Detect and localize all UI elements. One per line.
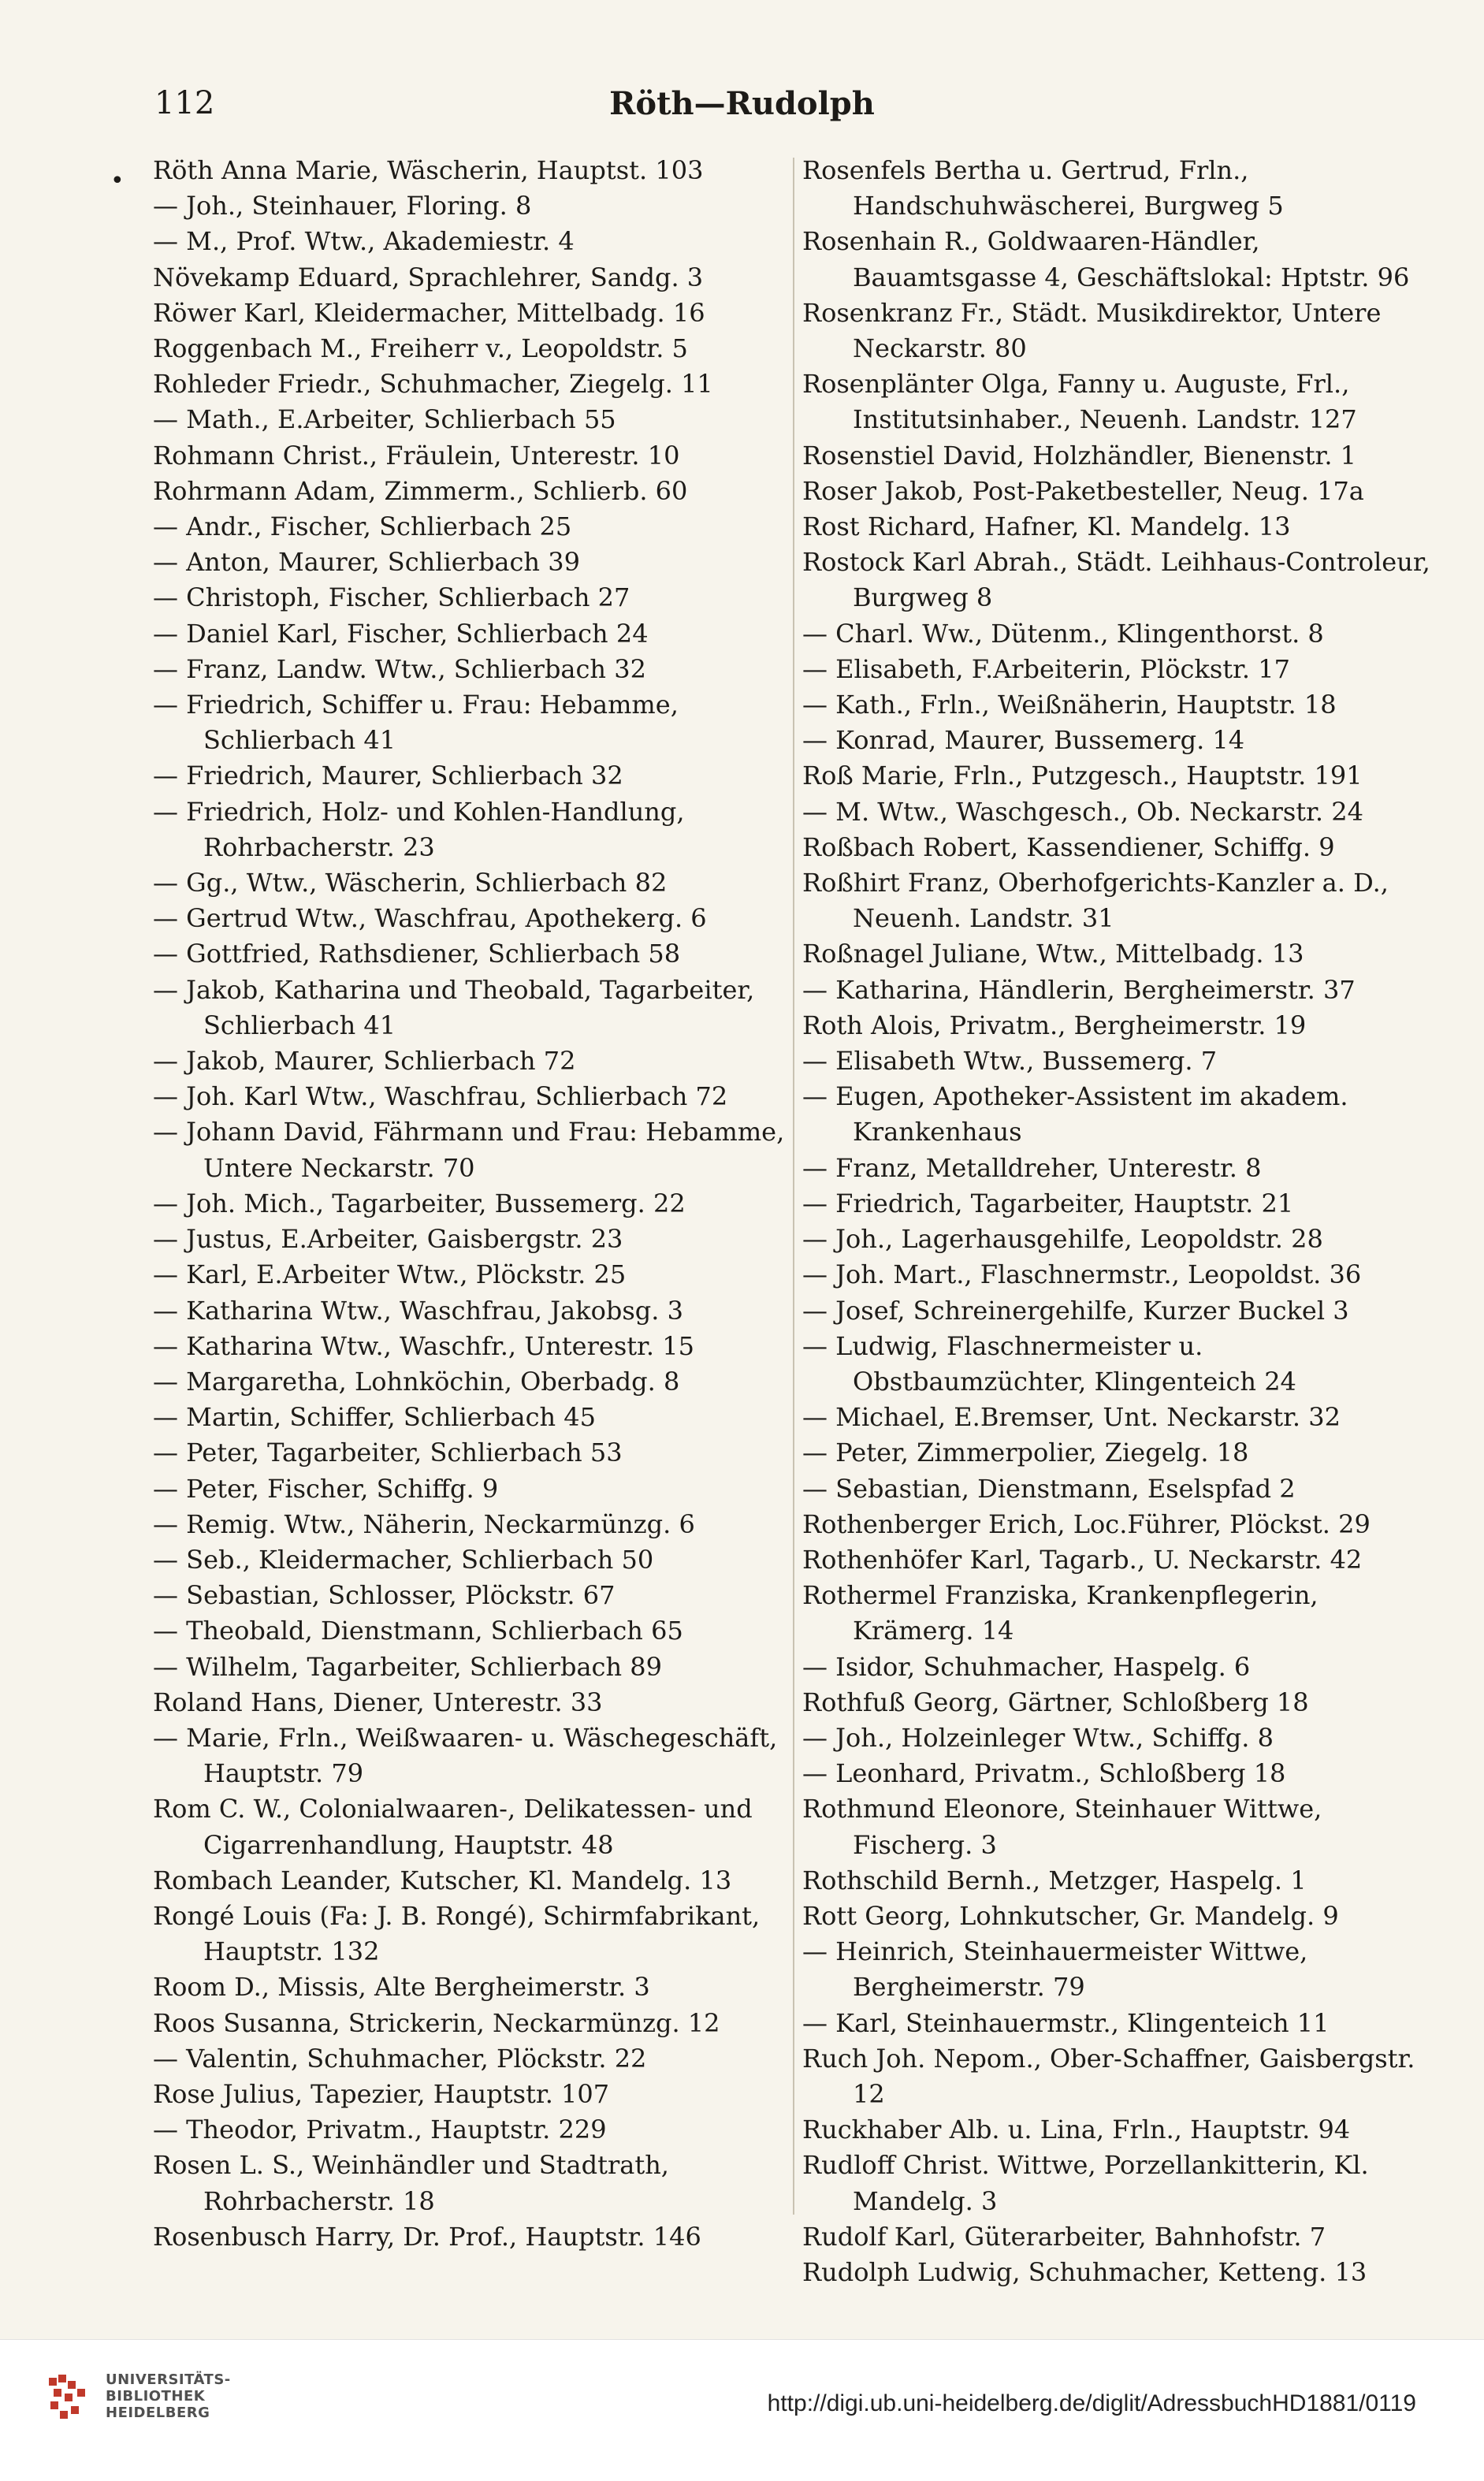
- directory-entry: — Jakob, Katharina und Theobald, Tagarbeiter, Schlierbach 41: [153, 974, 755, 1040]
- directory-entry: — Valentin, Schuhmacher, Plöckstr. 22: [153, 2043, 647, 2074]
- directory-entry: — Elisabeth, F.Arbeiterin, Plöckstr. 17: [802, 653, 1290, 684]
- directory-entry: Rothenhöfer Karl, Tagarb., U. Neckarstr. 42: [802, 1544, 1363, 1575]
- directory-entry: — Peter, Fischer, Schiffg. 9: [153, 1473, 499, 1504]
- directory-entry: Rosen L. S., Weinhändler und Stadtrath, Rohrbacherstr. 18: [153, 2150, 669, 2216]
- directory-entry: — Math., E.Arbeiter, Schlierbach 55: [153, 404, 616, 435]
- directory-entry: Roßhirt Franz, Oberhofgerichts-Kanzler a. D., Neuenh. Landstr. 31: [802, 868, 1389, 934]
- directory-entry: Ruch Joh. Nepom., Ober-Schaffner, Gaisbergstr. 12: [802, 2043, 1415, 2109]
- directory-entry: — Gg., Wtw., Wäscherin, Schlierbach 82: [153, 868, 668, 898]
- directory-entry: Növekamp Eduard, Sprachlehrer, Sandg. 3: [153, 262, 704, 292]
- directory-entry: Roos Susanna, Strickerin, Neckarmünzg. 12: [153, 2007, 720, 2038]
- directory-entry: — Joh., Holzeinleger Wtw., Schiffg. 8: [802, 1722, 1274, 1753]
- directory-entry: Ruckhaber Alb. u. Lina, Frln., Hauptstr. 94: [802, 2115, 1351, 2145]
- directory-entry: — M., Prof. Wtw., Akademiestr. 4: [153, 226, 575, 257]
- footer: [0, 2339, 1484, 2481]
- directory-entry: Rosenstiel David, Holzhändler, Bienenstr. 1: [802, 440, 1357, 471]
- directory-entry: — Anton, Maurer, Schlierbach 39: [153, 547, 580, 578]
- directory-entry: — Johann David, Fährmann und Frau: Hebamme, Untere Neckarstr. 70: [153, 1117, 785, 1183]
- directory-entry: — Josef, Schreinergehilfe, Kurzer Buckel 3: [802, 1295, 1349, 1326]
- directory-entry: — Joh. Mich., Tagarbeiter, Bussemerg. 22: [153, 1188, 686, 1218]
- directory-entry: — Elisabeth Wtw., Bussemerg. 7: [802, 1046, 1218, 1077]
- directory-entry: Roßnagel Juliane, Wtw., Mittelbadg. 13: [802, 939, 1304, 969]
- directory-entry: — Konrad, Maurer, Bussemerg. 14: [802, 725, 1245, 756]
- directory-entry: — Katharina, Händlerin, Bergheimerstr. 37: [802, 974, 1356, 1005]
- directory-entry: Roßbach Robert, Kassendiener, Schiffg. 9: [802, 831, 1335, 862]
- directory-entry: — Peter, Tagarbeiter, Schlierbach 53: [153, 1438, 623, 1468]
- directory-entry: Rom C. W., Colonialwaaren-, Delikatessen- und Cigarrenhandlung, Hauptstr. 48: [153, 1794, 753, 1860]
- directory-entry: — Andr., Fischer, Schlierbach 25: [153, 511, 572, 542]
- left-column: [153, 153, 790, 2255]
- directory-entry: — Joh., Steinhauer, Floring. 8: [153, 191, 532, 221]
- column-divider: [793, 158, 794, 2215]
- directory-entry: Rott Georg, Lohnkutscher, Gr. Mandelg. 9: [802, 1900, 1339, 1931]
- logo-line-1: UNIVERSITÄTS-: [106, 2371, 231, 2388]
- directory-entry: — Gottfried, Rathsdiener, Schlierbach 58: [153, 939, 681, 969]
- directory-entry: — Joh. Karl Wtw., Waschfrau, Schlierbach 72: [153, 1081, 728, 1112]
- directory-entry: — Peter, Zimmerpolier, Ziegelg. 18: [802, 1438, 1249, 1468]
- directory-entry: — Friedrich, Schiffer u. Frau: Hebamme, Schlierbach 41: [153, 690, 679, 756]
- directory-entry: Rothfuß Georg, Gärtner, Schloßberg 18: [802, 1687, 1309, 1717]
- directory-entry: Roth Alois, Privatm., Bergheimerstr. 19: [802, 1010, 1307, 1040]
- directory-entry: Rosenbusch Harry, Dr. Prof., Hauptstr. 146: [153, 2221, 701, 2252]
- directory-entry: — Margaretha, Lohnköchin, Oberbadg. 8: [153, 1366, 680, 1397]
- directory-entry: Rosenfels Bertha u. Gertrud, Frln., Handschuhwäscherei, Burgweg 5: [802, 155, 1284, 221]
- logo-line-2: BIBLIOTHEK: [106, 2388, 206, 2405]
- directory-entry: Rudolf Karl, Güterarbeiter, Bahnhofstr. 7: [802, 2221, 1326, 2252]
- directory-entry: Roser Jakob, Post-Paketbesteller, Neug. 17a: [802, 475, 1364, 506]
- directory-entry: Rongé Louis (Fa: J. B. Rongé), Schirmfabrikant, Hauptstr. 132: [153, 1900, 761, 1967]
- directory-entry: — Karl, Steinhauermstr., Klingenteich 11: [802, 2007, 1330, 2038]
- directory-entry: — Seb., Kleidermacher, Schlierbach 50: [153, 1544, 654, 1575]
- directory-entry: Rudloff Christ. Wittwe, Porzellankitterin, Kl. Mandelg. 3: [802, 2150, 1369, 2216]
- directory-entry: Rohmann Christ., Fräulein, Unterestr. 10: [153, 440, 680, 471]
- directory-entry: — Heinrich, Steinhauermeister Wittwe, Bergheimerstr. 79: [802, 1936, 1308, 2003]
- directory-entry: — Joh., Lagerhausgehilfe, Leopoldstr. 28: [802, 1224, 1323, 1255]
- directory-entry: Rohrmann Adam, Zimmerm., Schlierb. 60: [153, 475, 688, 506]
- directory-entry: Room D., Missis, Alte Bergheimerstr. 3: [153, 1972, 650, 2003]
- directory-entry: — Joh. Mart., Flaschnermstr., Leopoldst. 36: [802, 1259, 1362, 1290]
- directory-entry: Rudolph Ludwig, Schuhmacher, Ketteng. 13: [802, 2256, 1367, 2287]
- directory-entry: — Isidor, Schuhmacher, Haspelg. 6: [802, 1651, 1251, 1682]
- source-url[interactable]: http://digi.ub.uni-heidelberg.de/diglit/AdressbuchHD1881/0119: [767, 2390, 1416, 2416]
- directory-entry: — Wilhelm, Tagarbeiter, Schlierbach 89: [153, 1651, 662, 1682]
- directory-entry: — Martin, Schiffer, Schlierbach 45: [153, 1402, 596, 1433]
- running-head: Röth—Rudolph: [609, 85, 875, 122]
- directory-entry: Rosenkranz Fr., Städt. Musikdirektor, Untere Neckarstr. 80: [802, 297, 1382, 364]
- logo-line-3: HEIDELBERG: [106, 2405, 210, 2421]
- directory-entry: — Friedrich, Tagarbeiter, Hauptstr. 21: [802, 1188, 1294, 1218]
- directory-entry: Rothmund Eleonore, Steinhauer Wittwe, Fischerg. 3: [802, 1794, 1322, 1860]
- directory-entry: — Sebastian, Dienstmann, Eselspfad 2: [802, 1473, 1296, 1504]
- directory-entry: Rothschild Bernh., Metzger, Haspelg. 1: [802, 1865, 1307, 1895]
- directory-entry: — Ludwig, Flaschnermeister u. Obstbaumzüchter, Klingenteich 24: [802, 1330, 1296, 1397]
- directory-entry: Rohleder Friedr., Schuhmacher, Ziegelg. 11: [153, 369, 713, 400]
- directory-entry: — Katharina Wtw., Waschfr., Unterestr. 15: [153, 1330, 694, 1361]
- library-logo: [47, 2371, 231, 2421]
- directory-entry: — Daniel Karl, Fischer, Schlierbach 24: [153, 618, 649, 649]
- directory-entry: Rothenberger Erich, Loc.Führer, Plöckst. 29: [802, 1508, 1371, 1539]
- directory-entry: — Friedrich, Maurer, Schlierbach 32: [153, 761, 623, 791]
- directory-entry: — Karl, E.Arbeiter Wtw., Plöckstr. 25: [153, 1259, 627, 1290]
- directory-entry: — M. Wtw., Waschgesch., Ob. Neckarstr. 24: [802, 796, 1363, 827]
- directory-entry: Rose Julius, Tapezier, Hauptstr. 107: [153, 2078, 610, 2109]
- directory-entry: — Christoph, Fischer, Schlierbach 27: [153, 582, 630, 613]
- directory-entry: — Franz, Metalldreher, Unterestr. 8: [802, 1152, 1262, 1183]
- directory-entry: Rost Richard, Hafner, Kl. Mandelg. 13: [802, 511, 1291, 542]
- right-column: [802, 153, 1439, 2290]
- directory-entry: Rothermel Franziska, Krankenpflegerin, Krämerg. 14: [802, 1580, 1318, 1646]
- directory-entry: — Remig. Wtw., Näherin, Neckarmünzg. 6: [153, 1508, 695, 1539]
- directory-entry: Rombach Leander, Kutscher, Kl. Mandelg. 13: [153, 1865, 732, 1895]
- directory-entry: — Theobald, Dienstmann, Schlierbach 65: [153, 1616, 683, 1646]
- directory-entry: — Eugen, Apotheker-Assistent im akadem. Krankenhaus: [802, 1081, 1348, 1148]
- directory-entry: Rostock Karl Abrah., Städt. Leihhaus-Controleur, Burgweg 8: [802, 547, 1430, 613]
- directory-entry: — Michael, E.Bremser, Unt. Neckarstr. 32: [802, 1402, 1341, 1433]
- directory-entry: — Friedrich, Holz- und Kohlen-Handlung, Rohrbacherstr. 23: [153, 796, 685, 862]
- directory-entry: Röwer Karl, Kleidermacher, Mittelbadg. 16: [153, 297, 705, 328]
- directory-entry: Roland Hans, Diener, Unterestr. 33: [153, 1687, 603, 1717]
- directory-entry: — Franz, Landw. Wtw., Schlierbach 32: [153, 653, 646, 684]
- directory-entry: — Marie, Frln., Weißwaaren- u. Wäschegeschäft, Hauptstr. 79: [153, 1722, 778, 1789]
- directory-entry: — Sebastian, Schlosser, Plöckstr. 67: [153, 1580, 616, 1611]
- directory-entry: — Gertrud Wtw., Waschfrau, Apothekerg. 6: [153, 903, 707, 934]
- directory-entry: Rosenplänter Olga, Fanny u. Auguste, Frl., Institutsinhaber., Neuenh. Landstr. 127: [802, 369, 1357, 435]
- directory-entry: Roggenbach M., Freiherr v., Leopoldstr. 5: [153, 333, 688, 364]
- directory-entry: — Charl. Ww., Dütenm., Klingenthorst. 8: [802, 618, 1324, 649]
- directory-entry: — Katharina Wtw., Waschfrau, Jakobsg. 3: [153, 1295, 683, 1326]
- directory-entry: Rosenhain R., Goldwaaren-Händler, Bauamtsgasse 4, Geschäftslokal: Hptstr. 96: [802, 226, 1410, 292]
- directory-entry: — Justus, E.Arbeiter, Gaisbergstr. 23: [153, 1224, 623, 1255]
- directory-entry: — Jakob, Maurer, Schlierbach 72: [153, 1046, 576, 1077]
- directory-entry: — Kath., Frln., Weißnäherin, Hauptstr. 18: [802, 690, 1337, 720]
- bullet-mark: •: [110, 167, 125, 195]
- directory-entry: Röth Anna Marie, Wäscherin, Hauptst. 103: [153, 155, 704, 185]
- directory-entry: — Theodor, Privatm., Hauptstr. 229: [153, 2115, 607, 2145]
- directory-entry: — Leonhard, Privatm., Schloßberg 18: [802, 1758, 1286, 1789]
- directory-entry: Roß Marie, Frln., Putzgesch., Hauptstr. 191: [802, 761, 1363, 791]
- page-number: 112: [154, 85, 215, 121]
- library-logo-icon: [47, 2373, 93, 2420]
